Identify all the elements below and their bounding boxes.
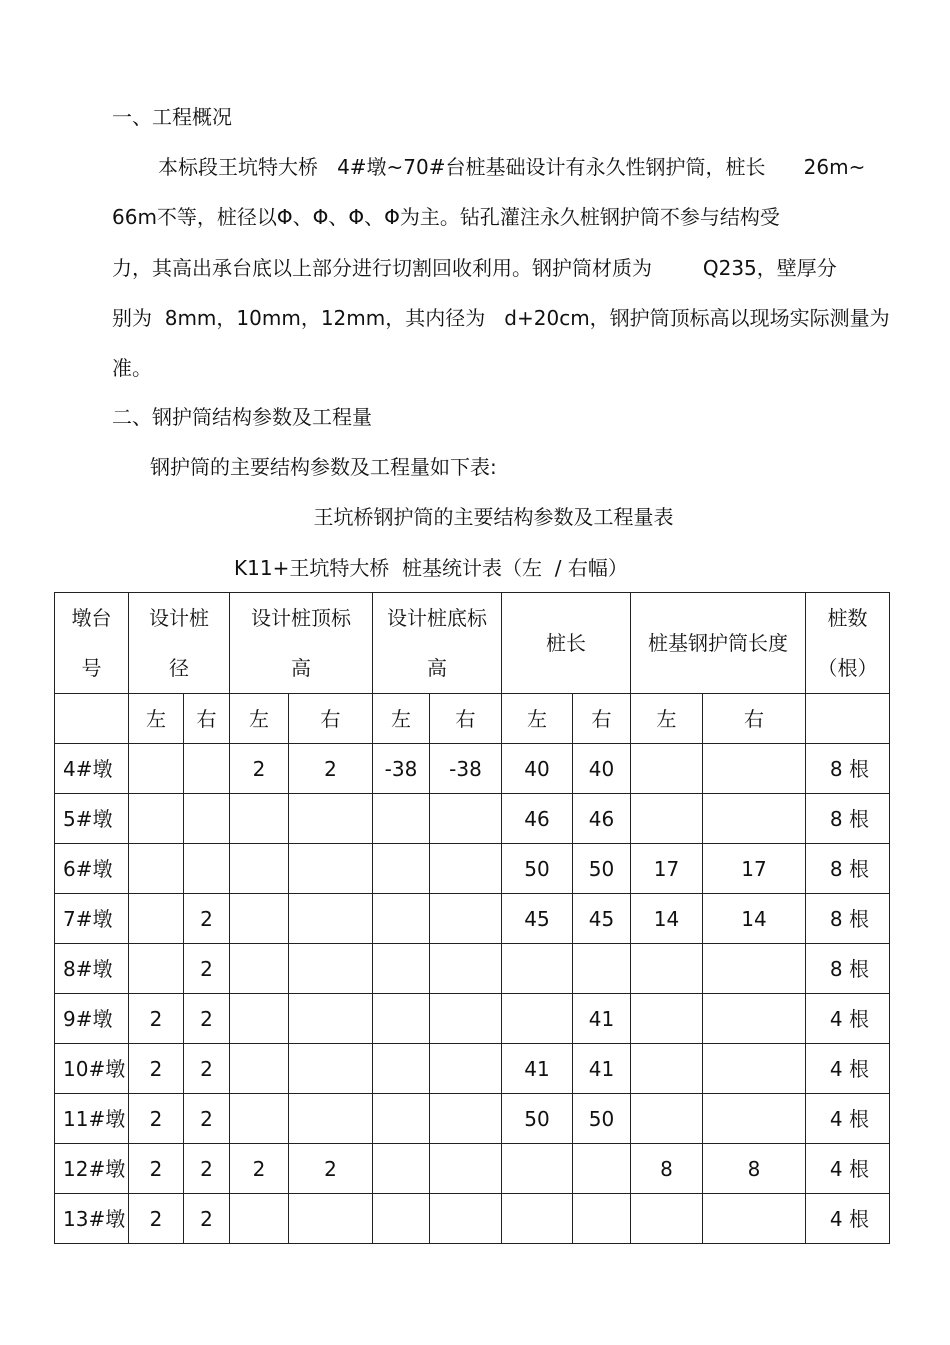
- table-cell: [373, 844, 430, 894]
- table-cell: [230, 1194, 289, 1244]
- pile-count-cell: 8 根: [806, 894, 890, 944]
- header-pile-count: 桩数 （根）: [806, 593, 890, 694]
- header-casing-length: 桩基钢护筒长度: [631, 593, 806, 694]
- table-cell: [184, 844, 230, 894]
- table-cell: [184, 794, 230, 844]
- table-cell: 17: [703, 844, 806, 894]
- table-cell: [373, 944, 430, 994]
- pile-count-cell: 4 根: [806, 1144, 890, 1194]
- pile-count-cell: 4 根: [806, 994, 890, 1044]
- table-row: [55, 794, 890, 844]
- table-cell: [631, 1194, 703, 1244]
- table-cell: 50: [573, 1094, 631, 1144]
- table-title: 王坑桥钢护筒的主要结构参数及工程量表: [313, 505, 674, 529]
- table-cell: [289, 994, 373, 1044]
- pier-name-cell: 8#墩: [55, 944, 129, 994]
- pier-name-cell: 4#墩: [55, 744, 129, 794]
- table-row: [55, 1144, 890, 1194]
- table-cell: 2: [230, 744, 289, 794]
- table-row: [55, 844, 890, 894]
- pier-name-cell: 6#墩: [55, 844, 129, 894]
- table-cell: [129, 894, 184, 944]
- header-top-elevation: 设计桩顶标 高: [230, 593, 373, 694]
- table-cell: 2: [184, 1094, 230, 1144]
- table-cell: [373, 894, 430, 944]
- table-cell: 41: [573, 1044, 631, 1094]
- table-cell: [373, 1144, 430, 1194]
- overview-paragraph-line: 力，其高出承台底以上部分进行切割回收利用。钢护筒材质为 Q235，壁厚分: [112, 256, 837, 280]
- table-row: [55, 1194, 890, 1244]
- table-cell: 45: [573, 894, 631, 944]
- pile-count-cell: 8 根: [806, 794, 890, 844]
- table-cell: [631, 1044, 703, 1094]
- pier-name-cell: 9#墩: [55, 994, 129, 1044]
- table-cell: [631, 944, 703, 994]
- pile-count-cell: 8 根: [806, 944, 890, 994]
- side-label: 左: [129, 694, 184, 744]
- section-2-heading: 二、钢护筒结构参数及工程量: [112, 405, 372, 429]
- header-pile-length: 桩长: [502, 593, 631, 694]
- table-cell: 17: [631, 844, 703, 894]
- table-row: [55, 894, 890, 944]
- table-cell: [230, 944, 289, 994]
- table-cell: [430, 794, 502, 844]
- side-label: 左: [373, 694, 430, 744]
- pile-count-cell: 4 根: [806, 1094, 890, 1144]
- table-cell: [289, 1194, 373, 1244]
- table-cell: [289, 1044, 373, 1094]
- table-cell: [430, 994, 502, 1044]
- table-cell: 50: [502, 1094, 573, 1144]
- empty-cell: [55, 694, 129, 744]
- side-label: 右: [289, 694, 373, 744]
- overview-paragraph-line: 别为 8mm，10mm，12mm，其内径为 d+20cm，钢护筒顶标高以现场实际测量为: [112, 306, 890, 330]
- overview-paragraph-line: 本标段王坑特大桥 4#墩~70#台桩基础设计有永久性钢护筒，桩长 26m~: [158, 155, 866, 179]
- table-cell: [502, 994, 573, 1044]
- pile-count-cell: 8 根: [806, 744, 890, 794]
- table-cell: 14: [703, 894, 806, 944]
- table-row: [55, 944, 890, 994]
- pier-name-cell: 12#墩: [55, 1144, 129, 1194]
- table-cell: [129, 944, 184, 994]
- side-label: 左: [230, 694, 289, 744]
- pier-name-cell: 5#墩: [55, 794, 129, 844]
- table-cell: [289, 1094, 373, 1144]
- table-cell: [430, 1144, 502, 1194]
- table-cell: [373, 794, 430, 844]
- pier-name-cell: 11#墩: [55, 1094, 129, 1144]
- table-cell: [430, 944, 502, 994]
- table-cell: 2: [184, 894, 230, 944]
- side-label: 右: [430, 694, 502, 744]
- pile-count-cell: 4 根: [806, 1194, 890, 1244]
- pile-count-cell: 8 根: [806, 844, 890, 894]
- table-cell: [703, 1194, 806, 1244]
- table-cell: [230, 1044, 289, 1094]
- table-subtitle: K11+王坑特大桥 桩基统计表（左 / 右幅）: [234, 556, 628, 580]
- table-cell: [373, 994, 430, 1044]
- table-cell: 50: [502, 844, 573, 894]
- table-cell: 2: [129, 994, 184, 1044]
- table-cell: [502, 944, 573, 994]
- table-cell: 2: [230, 1144, 289, 1194]
- table-cell: 40: [502, 744, 573, 794]
- table-cell: [502, 1144, 573, 1194]
- table-cell: 46: [573, 794, 631, 844]
- table-cell: 2: [129, 1044, 184, 1094]
- table-cell: [373, 1044, 430, 1094]
- pier-name-cell: 10#墩: [55, 1044, 129, 1094]
- table-cell: [230, 994, 289, 1044]
- table-cell: [230, 1094, 289, 1144]
- header-pier: 墩台 号: [55, 593, 129, 694]
- table-cell: 45: [502, 894, 573, 944]
- table-cell: 2: [184, 944, 230, 994]
- table-cell: [373, 1194, 430, 1244]
- table-cell: [289, 944, 373, 994]
- table-cell: 2: [129, 1094, 184, 1144]
- table-cell: [129, 744, 184, 794]
- table-cell: [289, 894, 373, 944]
- table-cell: [703, 744, 806, 794]
- side-label: 左: [631, 694, 703, 744]
- table-cell: [129, 844, 184, 894]
- table-cell: [289, 794, 373, 844]
- table-cell: 8: [703, 1144, 806, 1194]
- table-cell: 50: [573, 844, 631, 894]
- table-cell: [129, 794, 184, 844]
- table-cell: [631, 994, 703, 1044]
- side-label: 左: [502, 694, 573, 744]
- table-cell: [430, 844, 502, 894]
- pile-count-cell: 4 根: [806, 1044, 890, 1094]
- table-row: [55, 744, 890, 794]
- table-cell: 41: [502, 1044, 573, 1094]
- table-cell: 40: [573, 744, 631, 794]
- table-cell: 14: [631, 894, 703, 944]
- pier-name-cell: 7#墩: [55, 894, 129, 944]
- table-cell: [502, 1194, 573, 1244]
- table-cell: 41: [573, 994, 631, 1044]
- header-bottom-elevation: 设计桩底标 高: [373, 593, 502, 694]
- table-cell: [631, 744, 703, 794]
- table-cell: 2: [184, 994, 230, 1044]
- table-header-row: [55, 593, 890, 694]
- table-row: [55, 1044, 890, 1094]
- table-cell: 2: [129, 1144, 184, 1194]
- overview-paragraph-line: 准。: [112, 356, 152, 380]
- side-label-row: [55, 694, 890, 744]
- table-cell: [703, 994, 806, 1044]
- table-cell: [289, 844, 373, 894]
- table-cell: 2: [289, 1144, 373, 1194]
- table-cell: [430, 1044, 502, 1094]
- table-cell: [184, 744, 230, 794]
- side-label: 右: [573, 694, 631, 744]
- side-label: 右: [703, 694, 806, 744]
- table-cell: [230, 794, 289, 844]
- section-2-intro: 钢护筒的主要结构参数及工程量如下表:: [150, 455, 497, 479]
- side-label: 右: [184, 694, 230, 744]
- table-cell: -38: [373, 744, 430, 794]
- header-design-diameter: 设计桩 径: [129, 593, 230, 694]
- empty-cell: [806, 694, 890, 744]
- table-cell: [230, 894, 289, 944]
- table-cell: 2: [129, 1194, 184, 1244]
- table-row: [55, 994, 890, 1044]
- table-cell: 2: [184, 1044, 230, 1094]
- table-cell: -38: [430, 744, 502, 794]
- section-1-heading: 一、工程概况: [112, 105, 232, 129]
- pier-name-cell: 13#墩: [55, 1194, 129, 1244]
- table-cell: 46: [502, 794, 573, 844]
- table-cell: [703, 1094, 806, 1144]
- table-cell: [631, 1094, 703, 1144]
- table-cell: [430, 894, 502, 944]
- table-cell: [230, 844, 289, 894]
- table-cell: [430, 1094, 502, 1144]
- table-cell: 2: [184, 1144, 230, 1194]
- table-cell: [703, 944, 806, 994]
- table-cell: [631, 794, 703, 844]
- table-cell: [573, 1194, 631, 1244]
- table-row: [55, 1094, 890, 1144]
- table-cell: [703, 794, 806, 844]
- table-cell: [573, 1144, 631, 1194]
- table-cell: 8: [631, 1144, 703, 1194]
- overview-paragraph-line: 66m不等，桩径以Φ、Φ、Φ、Φ为主。钻孔灌注永久桩钢护筒不参与结构受: [112, 205, 780, 229]
- table-cell: [573, 944, 631, 994]
- table-cell: 2: [184, 1194, 230, 1244]
- table-cell: [703, 1044, 806, 1094]
- table-cell: [373, 1094, 430, 1144]
- table-cell: 2: [289, 744, 373, 794]
- table-cell: [430, 1194, 502, 1244]
- pile-statistics-table: [54, 592, 890, 1244]
